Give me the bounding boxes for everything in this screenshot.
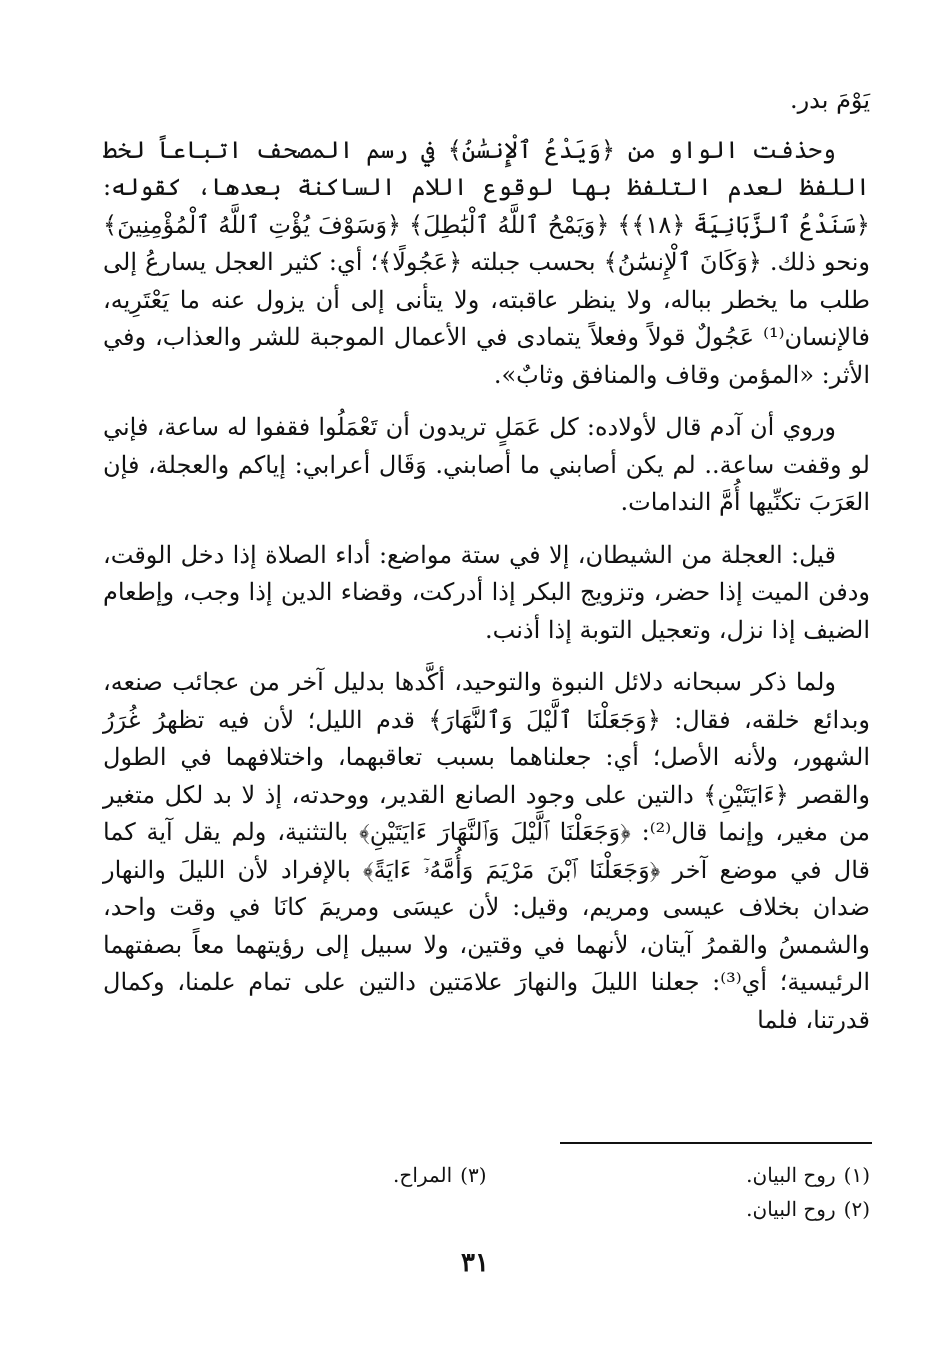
footnote-text: روح البيان. (746, 1163, 836, 1187)
footnote-divider (560, 1142, 872, 1144)
page-number: ٣١ (461, 1248, 489, 1278)
paragraph-continuation: يَوْمَ بدر. (789, 86, 870, 114)
footnote-row (103, 1192, 870, 1226)
footnotes (103, 1158, 870, 1226)
paragraph: وحذفت الواو من ﴿وَيَدْعُ ٱلْإِنسَٰنُ﴾ في رسم المصحف اتباعاً لخط اللفظ لعدم التلفظ بها لوقوع اللام الساكنة بعدها، كقوله: ﴿سَنَدْعُ ٱلزَّبَانِيَةَ ﴿١٨﴾﴾ ﴿وَيَمْحُ ٱللَّهُ ٱلْبَٰطِلَ﴾ ﴿وَسَوْفَ يُؤْتِ ٱللَّهُ ٱلْمُؤْمِنِينَ﴾ ونحو ذلك. ﴿وَكَانَ ٱلْإِنسَٰنُ﴾ بحسب جبلته ﴿عَجُولًا﴾؛ أي: كثير العجل يسارعُ إلى طلب ما يخطر بباله، ولا ينظر عاقبته، ولا يتأنى إلى أن يزول عنه ما يَعْتَرِيه، فالإنسان⁽¹⁾ عَجُولٌ قولاً وفعلاً يتمادى في الأعمال الموجبة للشر والعذاب، وفي الأثر: «المؤمن وقاف والمنافق وثابٌ». (103, 135, 871, 389)
footnote-text: روح البيان. (746, 1197, 836, 1221)
body-text (103, 82, 870, 1054)
footnote-2 (487, 1192, 871, 1226)
footnote-3 (103, 1158, 487, 1192)
footnote-1 (487, 1158, 871, 1192)
paragraph: وروي أن آدم قال لأولاده: كل عَمَلٍ تريدون أن تَعْمَلُوا فقفوا له ساعة، فإني لو وقفت ساعة.. لم يكن أصابني ما أصابني. وَقَال أعرابي: إياكم والعجلة، فإن العَرَبَ تكنِّيها أُمَّ الندامات. (103, 413, 870, 516)
footnote-number: (١) (843, 1163, 870, 1187)
footnote-row (103, 1158, 870, 1192)
footnote-number: (٣) (460, 1163, 487, 1187)
paragraph: ولما ذكر سبحانه دلائل النبوة والتوحيد، أكَّدها بدليل آخر من عجائب صنعه، وبدائع خلقه، فقال: ﴿وَجَعَلْنَا ٱلَّيْلَ وَٱلنَّهَارَ﴾ قدم الليل؛ لأن فيه تظهرُ غُرَرُ الشهور، ولأنه الأصل؛ أي: جعلناهما بسبب تعاقبهما، واختلافهما في الطول والقصر ﴿ءَايَتَيْنِ﴾ دالتين على وجود الصانع القدير، ووحدته، إذ لا بد لكل متغير من مغير، وإنما قال⁽²⁾: ﴿وَجَعَلْنَا ٱلَّيْلَ وَٱلنَّهَارَ ءَايَتَيْنِ﴾ بالتثنية، ولم يقل آية كما قال في موضع آخر ﴿وَجَعَلْنَا ٱبْنَ مَرْيَمَ وَأُمَّهُۥٓ ءَايَةً﴾ بالإفراد لأن الليلَ والنهار ضدان بخلاف عيسى ومريم، وقيل: لأن عيسَى ومريمَ كانَا في وقت واحد، والشمسُ والقمرُ آيتان، لأنهما في وقتين، ولا سبيل إلى رؤيتهما معاً بصفتهما الرئيسية؛ أي⁽³⁾: جعلنا الليلَ والنهارَ علامَتين دالتين على تمام علمنا، وكمال قدرتنا، فلما (103, 668, 870, 1034)
paragraph: قيل: العجلة من الشيطان، إلا في ستة مواضع: أداء الصلاة إذا دخل الوقت، ودفن الميت إذا حضر، وتزويج البكر إذا أدركت، وقضاء الدين إذا وجب، وإطعام الضيف إذا نزل، وتعجيل التوبة إذا أذنب. (103, 540, 870, 644)
footnote-number: (٢) (843, 1197, 870, 1221)
footnote-text: المراح. (393, 1163, 453, 1187)
